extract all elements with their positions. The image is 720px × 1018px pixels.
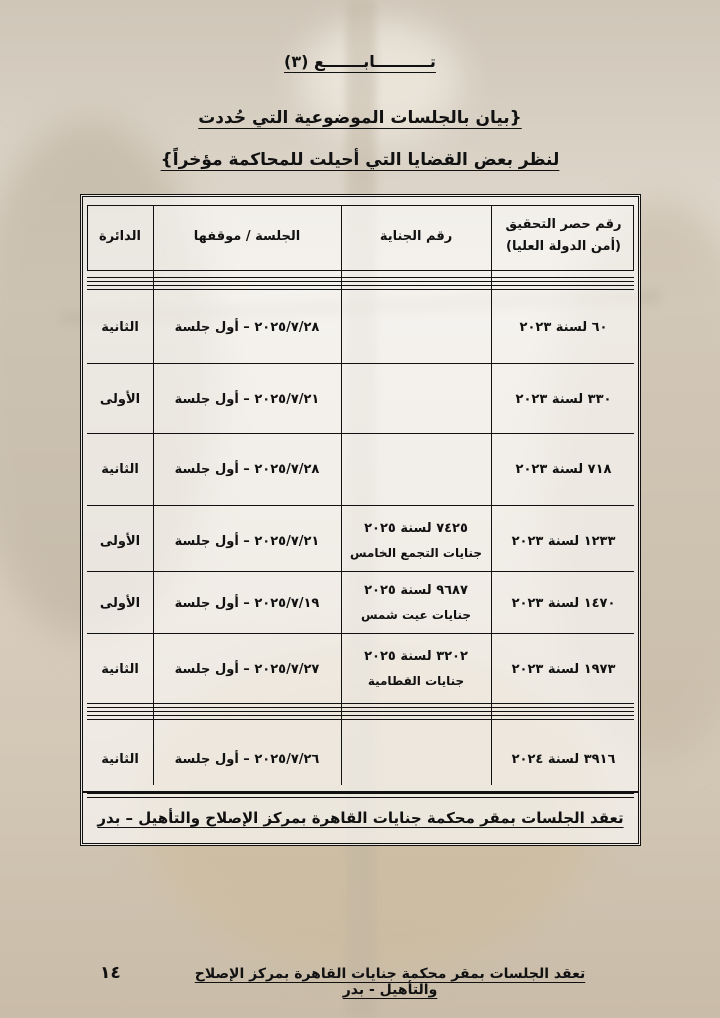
header-felony: رقم الجناية [379,228,453,244]
cell-investigation: ١٢٣٣ لسنة ٢٠٢٣ [511,533,616,549]
page-number: ١٤ [100,963,121,983]
row-separator [87,281,634,282]
row-separator [87,719,634,720]
cell-felony [341,437,491,501]
cell-circuit: الثانية [101,461,139,477]
row-separator [87,633,634,634]
cell-investigation: ٣٣٠ لسنة ٢٠٢٣ [515,391,612,407]
row-separator [87,711,634,712]
header-circuit: الدائرة [99,228,141,244]
cell-investigation: ١٤٧٠ لسنة ٢٠٢٣ [511,595,616,611]
header-session: الجلسة / موقفها [193,228,301,244]
cell-session: ٢٠٢٥/٧/٢٦ – أول جلسة [174,751,320,767]
row-separator [87,715,634,716]
cell-session: ٢٠٢٥/٧/٢٨ – أول جلسة [174,319,320,335]
cell-session: ٢٠٢٥/٧/٢١ – أول جلسة [174,533,320,549]
cell-session: ٢٠٢٥/٧/٢٧ – أول جلسة [174,661,320,677]
cell-investigation: ٣٩١٦ لسنة ٢٠٢٤ [511,751,616,767]
cell-session: ٢٠٢٥/٧/١٩ – أول جلسة [174,595,320,611]
cell-investigation: ١٩٧٣ لسنة ٢٠٢٣ [511,661,616,677]
row-separator [87,277,634,278]
row-separator [87,289,634,290]
cell-felony [341,575,491,631]
cell-investigation: ٧١٨ لسنة ٢٠٢٣ [515,461,612,477]
cell-circuit: الثانية [101,661,139,677]
row-separator [87,797,634,798]
title-line-2: لنظر بعض القضايا التي أحيلت للمحاكمة مؤخراً} [160,150,560,170]
felony-number: ٩٦٨٧ لسنة ٢٠٢٥ [364,583,468,598]
cell-session: ٢٠٢٥/٧/٢١ – أول جلسة [174,391,320,407]
cell-session: ٢٠٢٥/٧/٢٨ – أول جلسة [174,461,320,477]
cell-circuit: الثانية [101,751,139,767]
cell-investigation: ٦٠ لسنة ٢٠٢٣ [519,319,608,335]
title-line-1: {بيان بالجلسات الموضوعية التي حُددت [198,108,522,128]
header-investigation: رقم حصر التحقيق (أمن الدولة العليا) [505,217,622,254]
table-footer-note: تعقد الجلسات بمقر محكمة جنايات القاهرة بمركز الإصلاح والتأهيل – بدر [83,791,638,843]
cell-circuit: الأولى [99,595,141,611]
cell-felony [341,509,491,573]
felony-court: جنايات التجمع الخامس [349,546,483,560]
row-separator [87,505,634,506]
row-separator [87,707,634,708]
cell-circuit: الثانية [101,319,139,335]
cell-felony [341,295,491,359]
header-row [87,205,634,271]
row-separator [87,363,634,364]
page-footer-note: تعقد الجلسات بمقر محكمة جنايات القاهرة بمركز الإصلاح والتأهيل - بدر [194,966,586,998]
row-separator [87,703,634,704]
felony-court: جنايات عيت شمس [360,608,472,622]
row-separator [87,793,634,794]
row-separator [87,433,634,434]
continuation-heading: تــــــــــابـــــــع (٣) [284,52,436,71]
cell-felony [341,367,491,431]
cell-felony [341,637,491,701]
felony-number: ٣٢٠٢ لسنة ٢٠٢٥ [364,649,468,664]
cell-circuit: الأولى [99,391,141,407]
felony-court: جنايات القطامية [367,674,465,688]
cell-circuit: الأولى [99,533,141,549]
row-separator [87,285,634,286]
sessions-table [80,194,641,846]
felony-number: ٧٤٢٥ لسنة ٢٠٢٥ [364,521,468,536]
cell-felony [341,727,491,791]
